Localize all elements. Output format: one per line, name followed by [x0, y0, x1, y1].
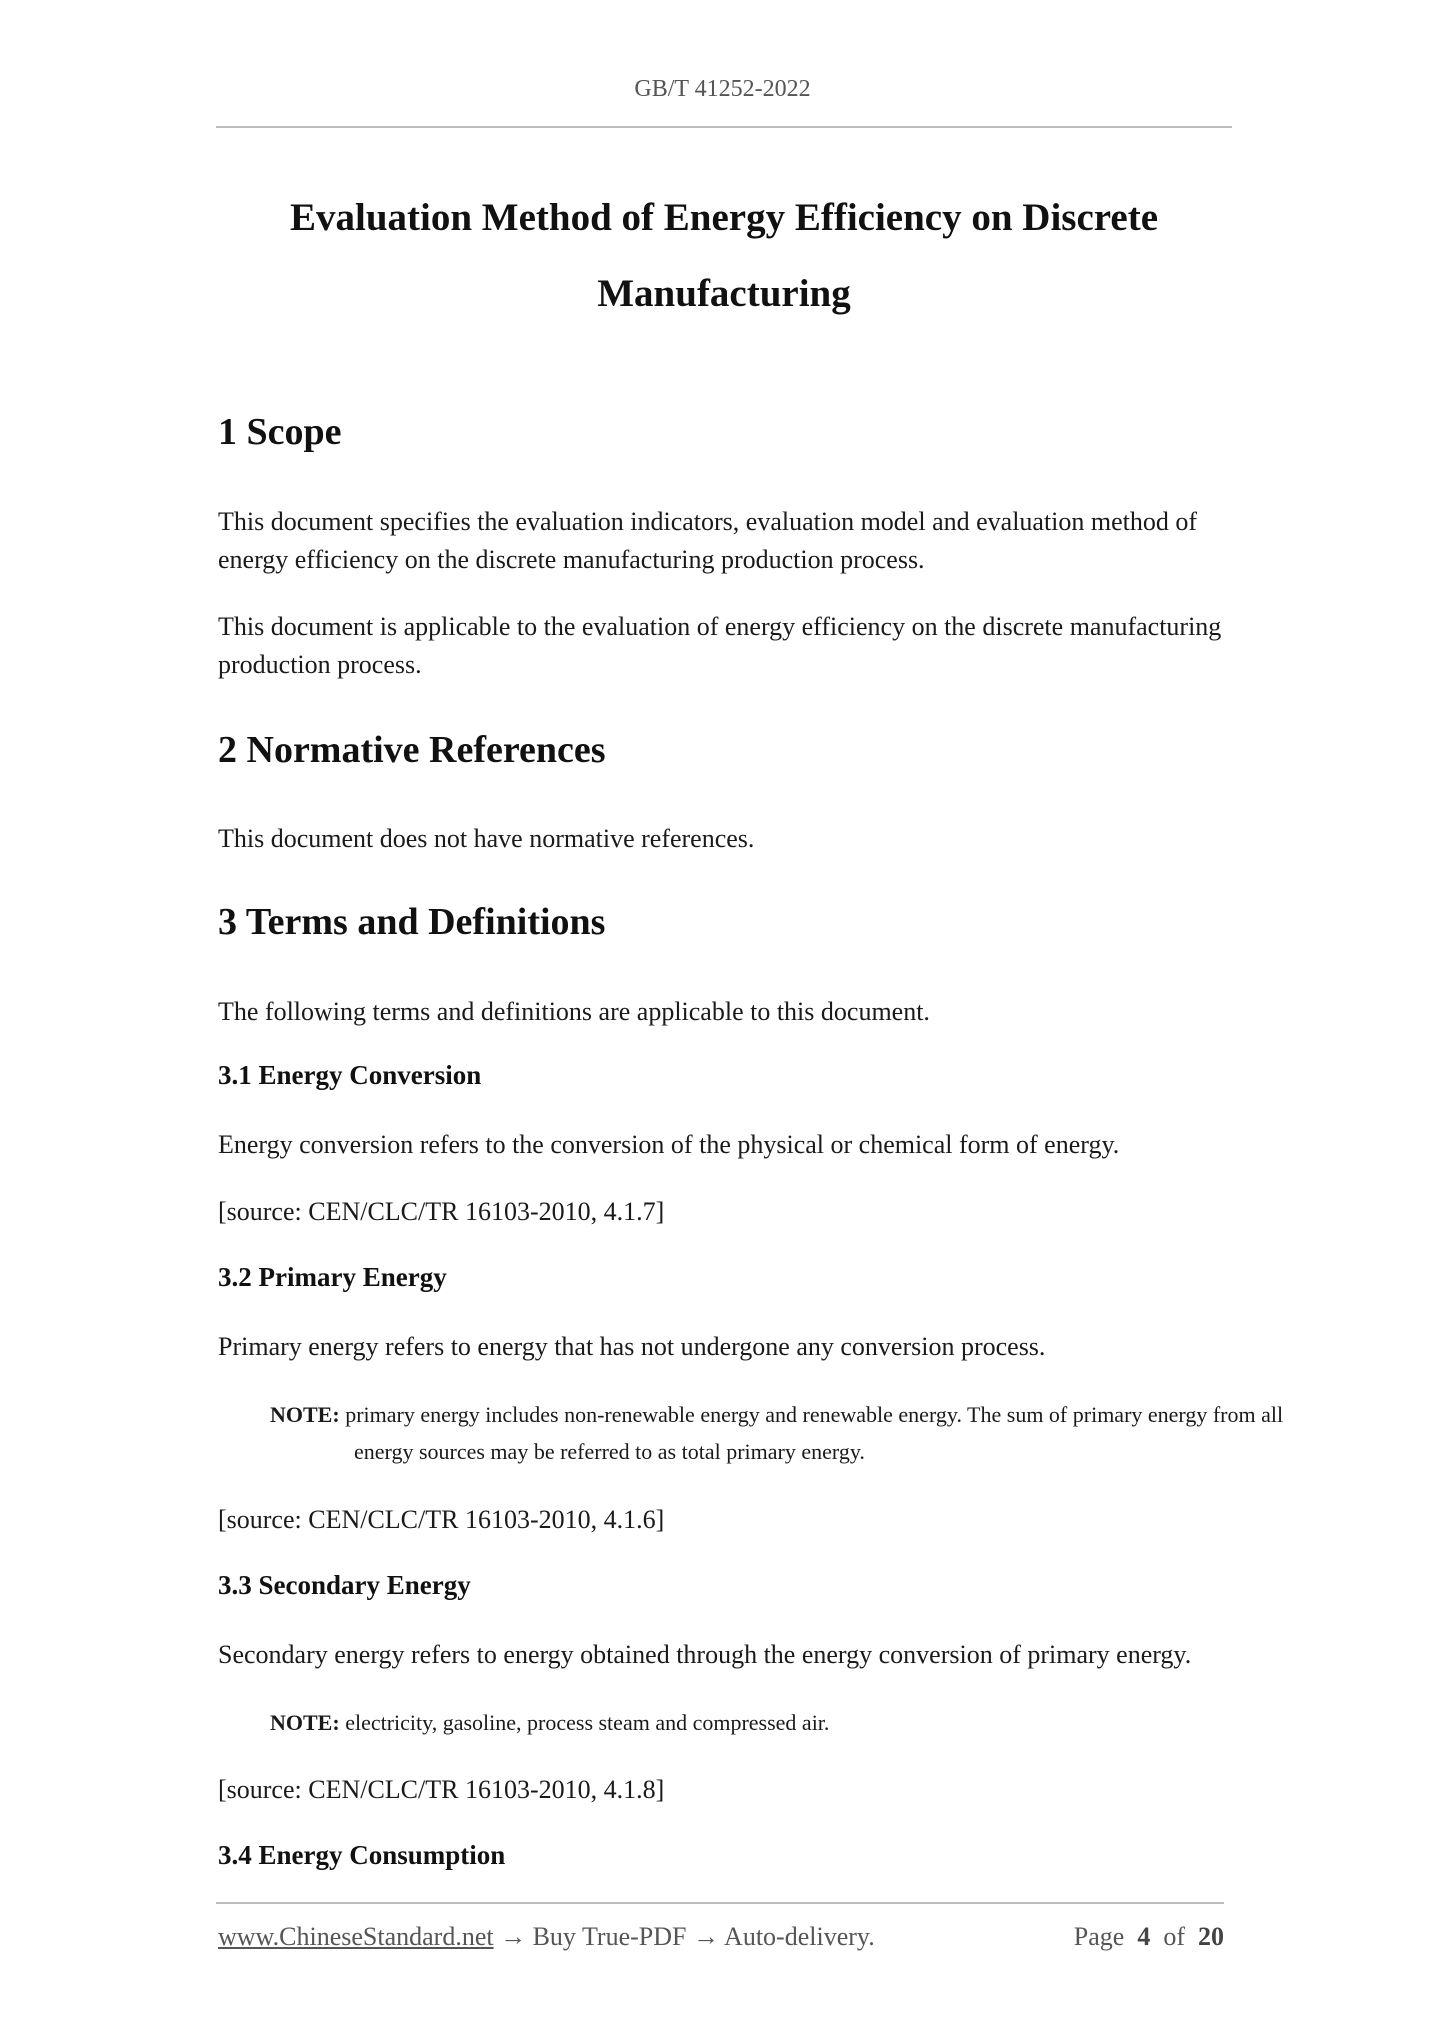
page-footer: [218, 1922, 1224, 1952]
document-code-header: GB/T 41252-2022: [634, 76, 811, 102]
note-3-3: [270, 1704, 1316, 1741]
note-label: NOTE:: [270, 1710, 340, 1735]
source-3-1: [source: CEN/CLC/TR 16103-2010, 4.1.7]: [218, 1197, 665, 1226]
title-line-2: Manufacturing: [597, 272, 851, 315]
note-label: NOTE:: [270, 1402, 340, 1427]
definition-3-1: Energy conversion refers to the conversion of the physical or chemical form of energy.: [218, 1130, 1120, 1159]
normative-paragraph: This document does not have normative references.: [218, 824, 755, 853]
heading-3-2: 3.2 Primary Energy: [218, 1262, 447, 1292]
heading-3-4: 3.4 Energy Consumption: [218, 1840, 506, 1870]
heading-terms-definitions: 3 Terms and Definitions: [218, 901, 606, 943]
footer-divider: [216, 1902, 1224, 1904]
heading-3-1: 3.1 Energy Conversion: [218, 1060, 482, 1090]
page-indicator: [1074, 1922, 1224, 1952]
scope-paragraph-1: This document specifies the evaluation indicators, evaluation model and evaluation method of energy efficiency on the discrete manufacturing production process.: [218, 507, 1198, 574]
note-text: electricity, gasoline, process steam and compressed air.: [345, 1710, 830, 1735]
page-label: Page: [1073, 1922, 1125, 1951]
page-current: 4: [1137, 1922, 1151, 1951]
definition-3-3: Secondary energy refers to energy obtained through the energy conversion of primary energy.: [218, 1640, 1192, 1669]
note-3-2: [270, 1396, 1316, 1470]
heading-3-3: 3.3 Secondary Energy: [218, 1570, 471, 1600]
scope-paragraph-2: This document is applicable to the evaluation of energy efficiency on the discrete manufacturing production process.: [218, 612, 1222, 679]
document-title: [216, 180, 1232, 332]
source-3-3: [source: CEN/CLC/TR 16103-2010, 4.1.8]: [218, 1775, 665, 1804]
page-total: 20: [1198, 1922, 1224, 1951]
website-link[interactable]: www.ChineseStandard.net: [218, 1922, 494, 1951]
definition-3-2: Primary energy refers to energy that has not undergone any conversion process.: [218, 1332, 1046, 1361]
heading-normative-references: 2 Normative References: [218, 729, 606, 771]
terms-intro: The following terms and definitions are applicable to this document.: [218, 997, 930, 1026]
source-3-2: [source: CEN/CLC/TR 16103-2010, 4.1.6]: [218, 1505, 665, 1534]
footer-tagline: → Buy True-PDF → Auto-delivery.: [493, 1922, 875, 1951]
title-line-1: Evaluation Method of Energy Efficiency on Discrete: [289, 196, 1159, 239]
footer-left: [218, 1922, 875, 1952]
page-of: of: [1163, 1922, 1185, 1951]
note-text: primary energy includes non-renewable energy and renewable energy. The sum of primary energy from all energy sources may be referred to as total primary energy.: [345, 1402, 1284, 1464]
heading-scope: 1 Scope: [218, 411, 342, 453]
header-divider: [216, 126, 1232, 128]
